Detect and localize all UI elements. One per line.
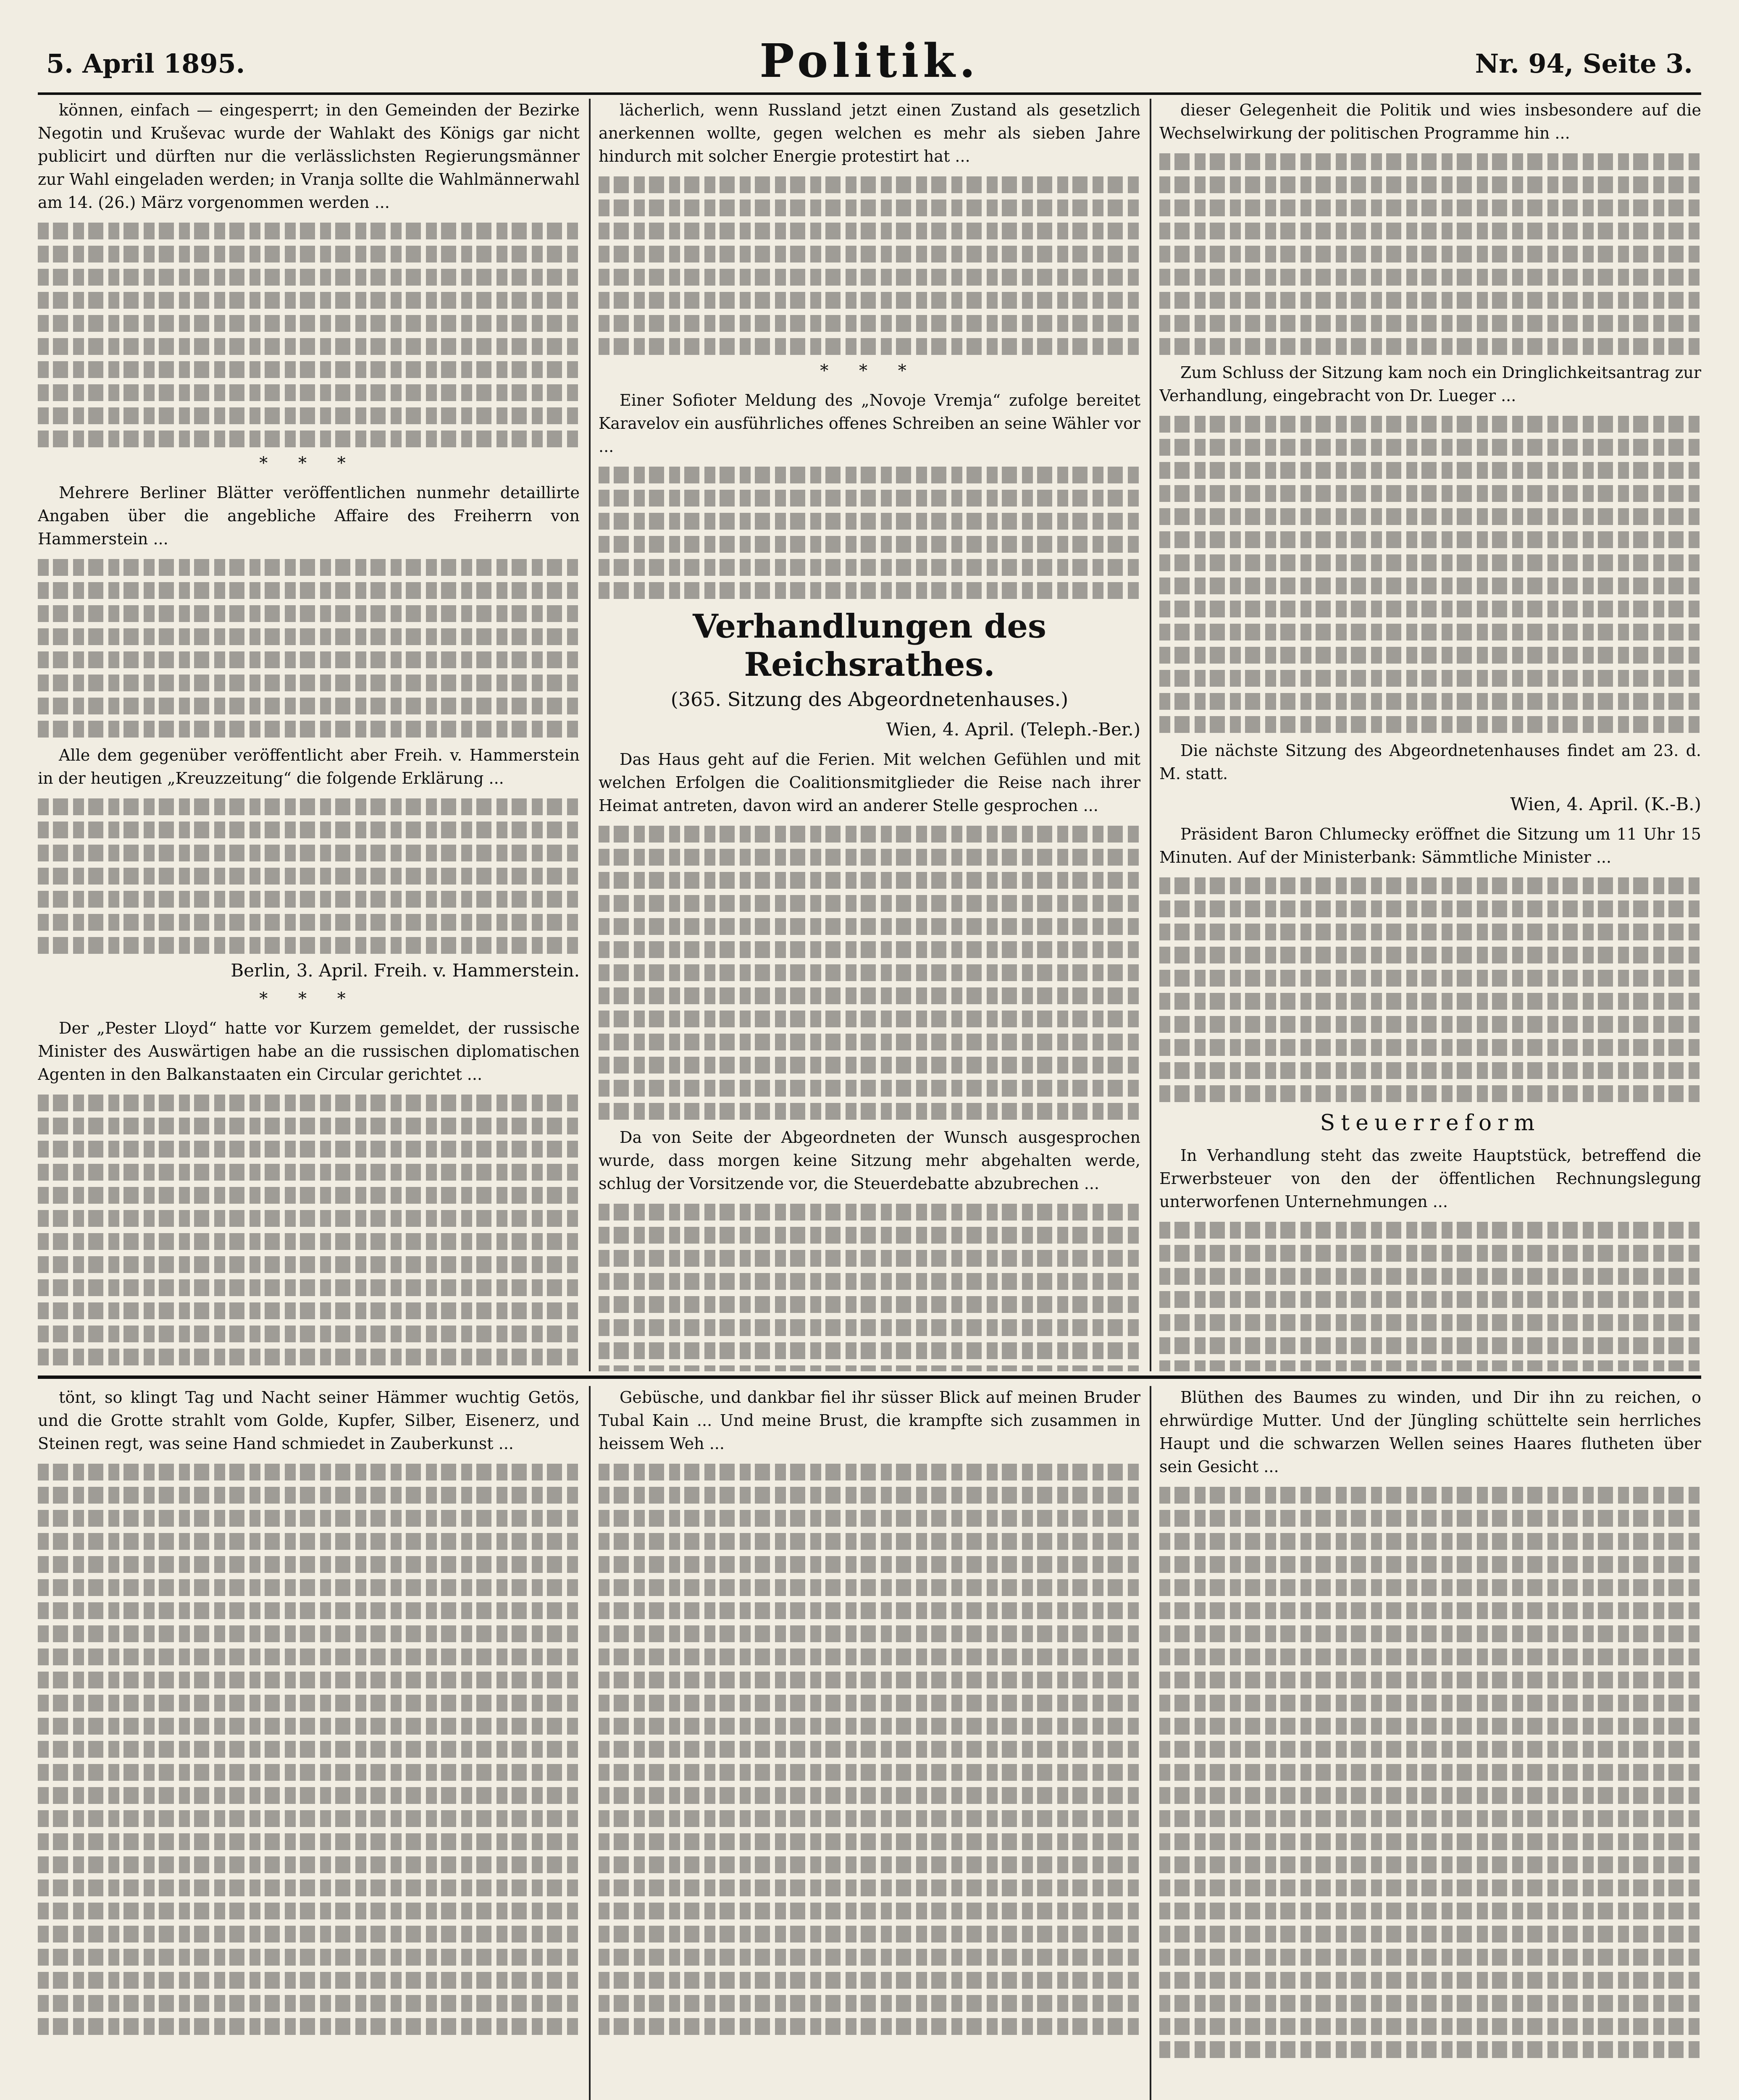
issue-number: Nr. 94, Seite 3. <box>1475 48 1693 79</box>
politics-section <box>38 99 1701 1371</box>
feuilleton-text-3: Blüthen des Baumes zu winden, und Dir ihn zu reichen, o ehrwürdige Mutter. Und der Jüngling schüttelte sein herrliches Haupt und die schwarzen Wellen seines Haares flutheten über sein Gesicht ... <box>1159 1388 1701 1476</box>
article-hammerstein: Mehrere Berliner Blätter veröffentlichen nunmehr detaillirte Angaben über die angebliche Affaire des Freiherrn von Hammerstein ... <box>38 483 580 548</box>
feuilleton <box>38 1386 1701 2100</box>
debate-continued: dieser Gelegenheit die Politik und wies insbesondere auf die Wechselwirkung der politischen Programme hin ... <box>1159 101 1701 142</box>
newspaper-page <box>38 25 1701 2100</box>
article-serbia: können, einfach — eingesperrt; in den Gemeinden der Bezirke Negotin und Kruševac wurde der Wahlakt des Königs gar nicht publicirt und dürften nur die verlässlichsten Regierungsmänner zur Wahl eingeladen werden; in Vranja sollte die Wahlmännerwahl am 14. (26.) März vorgenommen werden ... <box>38 101 580 212</box>
feuilleton-column-3 <box>1159 1386 1701 2100</box>
next-session-note: Die nächste Sitzung des Abgeordnetenhauses findet am 23. d. M. statt. <box>1159 741 1701 783</box>
column-2: lächerlich, wenn Russland jetzt einen Zustand als gesetzlich anerkennen wollte, gegen welchen es mehr als sieben Jahre hindurch mit solcher Energie protestirt hat ... * * * Einer Sofioter Meldung des „Novoje Vremja“ zufolge bereitet Karavelov ein ausführliches offenes Schreiben an seine Wähler vor ... Verhandlungen des Reichsrathes. (365. Sitzung des Abgeordnetenhauses.) Wien, 4. April. (Teleph.-Ber.) Das Haus geht auf die Ferien. Mit welchen Gefühlen und mit welchen Erfolgen die Coalitionsmitglieder die Reise nach ihrer Heimat antreten, davon wird an anderer Stelle gesprochen ... Da von Seite der Abgeordneten der Wunsch ausgesprochen wurde, dass morgen keine Sitzung mehr abgehalten werde, schlug der Vorsitzende vor, die Steuerdebatte abzubrechen ... <box>599 99 1140 1371</box>
signature: Berlin, 3. April. Freih. v. Hammerstein. <box>231 960 580 981</box>
session-subheading: (365. Sitzung des Abgeordnetenhauses.) <box>670 688 1069 711</box>
session-opening: Präsident Baron Chlumecky eröffnet die Sitzung um 11 Uhr 15 Minuten. Auf der Ministerbank: Sämmtliche Minister ... <box>1159 825 1701 866</box>
session-report: Das Haus geht auf die Ferien. Mit welchen Gefühlen und mit welchen Erfolgen die Coalitionsmitglieder die Reise nach ihrer Heimat antreten, davon wird an anderer Stelle gesprochen ... <box>599 750 1140 815</box>
dateline-2: Wien, 4. April. (K.-B.) <box>1510 794 1701 814</box>
column-1: können, einfach — eingesperrt; in den Gemeinden der Bezirke Negotin und Kruševac wurde der Wahlakt des Königs gar nicht publicirt und dürften nur die verlässlichsten Regierungsmänner zur Wahl eingeladen werden; in Vranja sollte die Wahlmännerwahl am 14. (26.) März vorgenommen werden ... * * * Mehrere Berliner Blätter veröffentlichen nunmehr detaillirte Angaben über die angebliche Affaire des Freiherrn von Hammerstein ... Alle dem gegenüber veröffentlicht aber Freih. v. Hammerstein in der heutigen „Kreuzzeitung“ die folgende Erklärung ... Berlin, 3. April. Freih. v. Hammerstein. * * * Der „Pester Lloyd“ hatte vor Kurzem gemeldet, der russische Minister des Auswärtigen habe an die russischen diplomatischen Agenten in den Balkanstaaten ein Circular gerichtet ... <box>38 99 580 1371</box>
session-report-2: Da von Seite der Abgeordneten der Wunsch ausgesprochen wurde, dass morgen keine Sitzung mehr abgehalten werde, schlug der Vorsitzende vor, die Steuerdebatte abzubrechen ... <box>599 1128 1140 1193</box>
article-russia: lächerlich, wenn Russland jetzt einen Zustand als gesetzlich anerkennen wollte, gegen welchen es mehr als sieben Jahre hindurch mit solcher Energie protestirt hat ... <box>599 101 1140 165</box>
feuilleton-column-1 <box>38 1386 580 2100</box>
issue-date: 5. April 1895. <box>46 48 245 79</box>
feuilleton-column-2 <box>599 1386 1140 2100</box>
feuilleton-text-2: Gebüsche, und dankbar fiel ihr süsser Blick auf meinen Bruder Tubal Kain ... Und meine Brust, die krampfte sich zusammen in heissem Weh ... <box>599 1388 1140 1453</box>
urgency-motion: Zum Schluss der Sitzung kam noch ein Dringlichkeitsantrag zur Verhandlung, eingebracht von Dr. Lueger ... <box>1159 363 1701 405</box>
reichsrat-heading: Verhandlungen des Reichsrathes. <box>693 607 1046 684</box>
article-karavelov: Einer Sofioter Meldung des „Novoje Vremja“ zufolge bereitet Karavelov ein ausführliches offenes Schreiben an seine Wähler vor ... <box>599 391 1140 456</box>
hammerstein-statement: Alle dem gegenüber veröffentlicht aber Freih. v. Hammerstein in der heutigen „Kreuzzeitung“ die folgende Erklärung ... <box>38 746 580 788</box>
feuilleton-text-1: tönt, so klingt Tag und Nacht seiner Hämmer wuchtig Getös, und die Grotte strahlt vom Golde, Kupfer, Silber, Eisenerz, und Steinen regt, was seine Hand schmiedet in Zauberkunst ... <box>38 1388 580 1453</box>
masthead <box>38 25 1701 95</box>
tax-reform-text: In Verhandlung steht das zweite Hauptstück, betreffend die Erwerbsteuer von den der öffentlichen Rechnungslegung unterworfenen Unternehmungen ... <box>1159 1146 1701 1211</box>
steuerreform-heading: Steuerreform <box>1320 1110 1541 1136</box>
column-3 <box>1159 99 1701 1371</box>
article-balkan: Der „Pester Lloyd“ hatte vor Kurzem gemeldet, der russische Minister des Auswärtigen habe an die russischen diplomatischen Agenten in den Balkanstaaten ein Circular gerichtet ... <box>38 1019 580 1084</box>
dateline: Wien, 4. April. (Teleph.-Ber.) <box>886 719 1140 740</box>
section-title: Politik. <box>759 34 980 88</box>
